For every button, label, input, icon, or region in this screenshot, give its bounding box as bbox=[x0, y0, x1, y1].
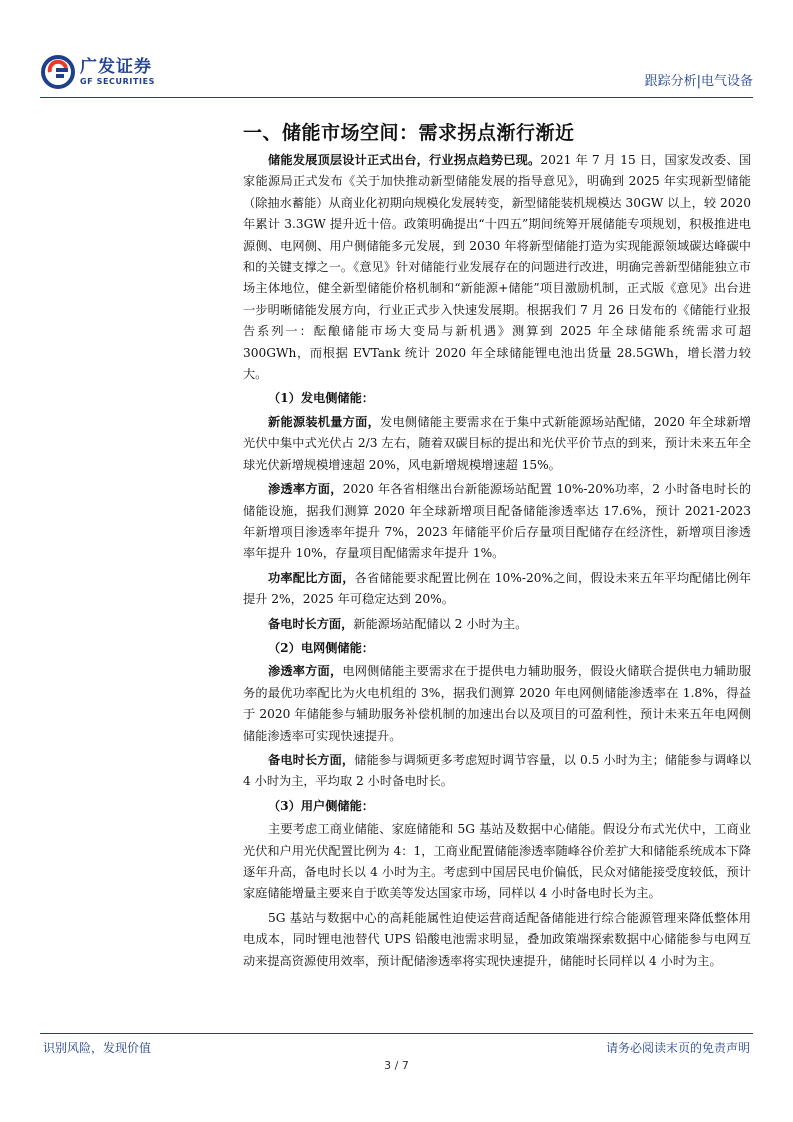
paragraph-text: 储能参与调频更多考虑短时调节容量，以 0.5 小时为主；储能参与调峰以 4 小时为主，平均取 2 小时备电时长。 bbox=[243, 752, 752, 789]
paragraph-text: 电网侧储能主要需求在于提供电力辅助服务，假设火储联合提供电力辅助服务的最优功率配比为火电机组的 3%，据我们测算 2020 年电网侧储能渗透率在 1.8%，得益于 2020 年储能参与辅助服务补偿机制的加速出台以及项目的可盈利性，预计未来五年电网侧储能渗透率可实现快速提升。 bbox=[243, 664, 752, 743]
body-content bbox=[243, 150, 751, 975]
footer-divider bbox=[40, 1033, 753, 1034]
paragraph-backup-duration bbox=[243, 614, 751, 635]
paragraph-text: 2020 年各省相继出台新能源场站配置 10%-20%功率，2 小时备电时长的储能设施，据我们测算 2020 年全球新增项目配备储能渗透率达 17.6%，预计 2021-2023 年新增项目渗透率年提升 7%，2023 年储能平价后存量项目配储存在经济性，新增项目渗透率年提升 10%，存量项目配储需求年提升 1%。 bbox=[243, 482, 752, 561]
logo-chinese-text: 广发证券 bbox=[80, 57, 152, 77]
paragraph-grid-duration bbox=[243, 750, 751, 793]
report-category: 跟踪分析|电气设备 bbox=[644, 74, 753, 89]
footer-slogan: 识别风险，发现价值 bbox=[43, 1041, 152, 1055]
paragraph-text: 新能源场站配储以 2 小时为主。 bbox=[353, 616, 528, 631]
paragraph-text: 各省储能要求配置比例在 10%-20%之间，假设未来五年平均配储比例年提升 2%，2025 年可稳定达到 20%。 bbox=[243, 570, 752, 607]
header-divider bbox=[40, 97, 753, 98]
subheading-user-side: （3）用户侧储能： bbox=[268, 798, 374, 813]
paragraph-lead: 功率配比方面， bbox=[268, 570, 355, 585]
paragraph-penetration bbox=[243, 479, 751, 565]
paragraph-policy bbox=[243, 150, 751, 385]
paragraph-lead: 备电时长方面， bbox=[268, 752, 355, 767]
page-number: 3 / 7 bbox=[384, 1059, 409, 1072]
paragraph-user-storage: 主要考虑工商业储能、家庭储能和 5G 基站及数据中心储能。假设分布式光伏中，工商业光伏和户用光伏配置比例为 4：1，工商业配置储能渗透率随峰谷价差扩大和储能系统成本下降逐年升高，备电时长以 4 小时为主。考虑到中国居民电价偏低，民众对储能接受度较低，预计家庭储能增量主要来自于欧美等发达国家市场，同样以 4 小时备电时长为主。 bbox=[243, 822, 751, 901]
subheading-generation-side: （1）发电侧储能： bbox=[268, 391, 374, 406]
paragraph-lead: 渗透率方面， bbox=[268, 482, 343, 497]
section-title: 一、储能市场空间：需求拐点渐行渐近 bbox=[243, 122, 575, 144]
page-header bbox=[40, 52, 753, 96]
paragraph-power-ratio bbox=[243, 568, 751, 611]
subheading-grid-side: （2）电网侧储能： bbox=[268, 640, 374, 655]
paragraph-grid-penetration bbox=[243, 661, 751, 747]
gf-logo-icon bbox=[40, 54, 76, 90]
paragraph-text: 发电侧储能主要需求在于集中式新能源场站配储，2020 年全球新增光伏中集中式光伏占 2/3 左右，随着双碳目标的提出和光伏平价节点的到来，预计未来五年全球光伏新增规模增速超 20%，风电新增规模增速超 15%。 bbox=[243, 414, 752, 472]
footer-disclaimer-note: 请务必阅读末页的免责声明 bbox=[605, 1041, 750, 1055]
paragraph-lead: 新能源装机量方面， bbox=[268, 414, 381, 429]
paragraph-lead: 渗透率方面， bbox=[268, 664, 343, 679]
paragraph-text: 2021 年 7 月 15 日，国家发改委、国家能源局正式发布《关于加快推动新型储能发展的指导意见》，明确到 2025 年实现新型储能（除抽水蓄能）从商业化初期向规模化发展转变，新型储能装机规模达 30GW 以上，较 2020 年累计 3.3GW 提升近十倍。政策明确提出“十四五”期间统筹开展储能专项规划，积极推进电源侧、电网侧、用户侧储能多元发展，到 2030 年将新型储能打造为实现能源领域碳达峰碳中和的关键支撑之一。《意见》针对储能行业发展存在的问题进行改进，明确完善新型储能独立市场主体地位，健全新型储能价格机制和“新能源+储能”项目激励机制，正式版《意见》出台进一步明晰储能发展方向，行业正式步入快速发展期。根据我们 7 月 26 日发布的《储能行业报告系列一：酝酿储能市场大变局与新机遇》测算到 2025 年全球储能系统需求可超 300GWh，而根据 EVTank 统计 2020 年全球储能锂电池出货量 28.5GWh，增长潜力较大。 bbox=[243, 153, 752, 382]
paragraph-5g-datacenter: 5G 基站与数据中心的高耗能属性迫使运营商适配备储能进行综合能源管理来降低整体用电成本，同时锂电池替代 UPS 铅酸电池需求明显，叠加政策端探索数据中心储能参与电网互动来提高资源使用效率，预计配储渗透率将实现快速提升，储能时长同样以 4 小时为主。 bbox=[243, 910, 751, 968]
paragraph-lead: 备电时长方面， bbox=[268, 616, 354, 631]
paragraph-installed-capacity bbox=[243, 412, 751, 476]
logo-english-text: GF SECURITIES bbox=[80, 77, 156, 86]
paragraph-lead: 储能发展顶层设计正式出台，行业拐点趋势已现。 bbox=[268, 153, 541, 167]
company-logo bbox=[40, 52, 180, 96]
